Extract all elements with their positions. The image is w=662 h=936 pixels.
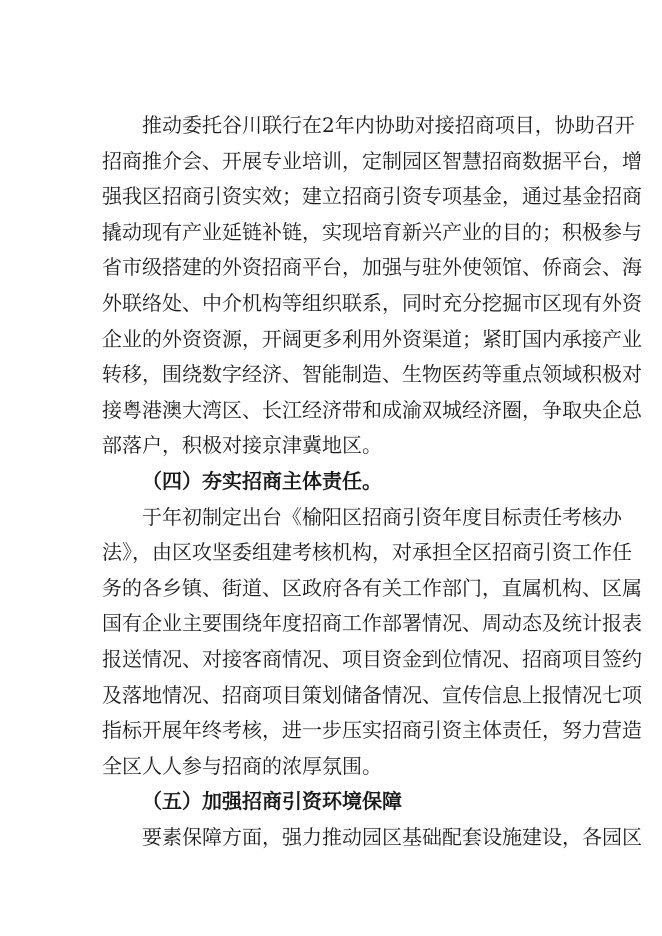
text-line: 接粤港澳大湾区、长江经济带和成渝双城经济圈，争取央企总 — [102, 397, 642, 422]
document-body — [102, 108, 642, 855]
section-heading-5: （五）加强招商引资环境保障 — [142, 789, 402, 814]
text-line: 转移，围绕数字经济、智能制造、生物医药等重点领域积极对 — [102, 362, 642, 387]
text-line: 强我区招商引资实效；建立招商引资专项基金，通过基金招商 — [102, 184, 642, 209]
text-line: 法》，由区攻坚委组建考核机构，对承担全区招商引资工作任 — [102, 540, 632, 565]
text-line: 报送情况、对接客商情况、项目资金到位情况、招商项目签约 — [102, 646, 642, 671]
paragraph-investment-promotion — [102, 108, 642, 464]
text-line: 全区人人参与招商的浓厚氛围。 — [102, 753, 382, 778]
text-line: 部落户，积极对接京津冀地区。 — [102, 433, 382, 458]
text-line: 省市级搭建的外资招商平台，加强与驻外使领馆、侨商会、海 — [102, 255, 642, 280]
text-line: 于年初制定出台《榆阳区招商引资年度目标责任考核办 — [142, 504, 622, 529]
text-line: 要素保障方面，强力推动园区基础配套设施建设，各园区 — [142, 824, 642, 849]
text-line: 国有企业主要围绕年度招商工作部署情况、周动态及统计报表 — [102, 611, 642, 636]
paragraph-factor-guarantee — [102, 820, 642, 856]
text-line: 务的各乡镇、街道、区政府各有关工作部门，直属机构、区属 — [102, 575, 642, 600]
text-line: 及落地情况、招商项目策划储备情况、宣传信息上报情况七项 — [102, 682, 642, 707]
text-line: 指标开展年终考核，进一步压实招商引资主体责任，努力营造 — [102, 718, 642, 743]
text-line: 外联络处、中介机构等组织联系，同时充分挖掘市区现有外资 — [102, 290, 642, 315]
text-line: 企业的外资资源，开阔更多利用外资渠道；紧盯国内承接产业 — [102, 326, 642, 351]
text-line: 推动委托谷川联行在2年内协助对接招商项目，协助召开 — [142, 113, 635, 137]
section-heading-4: （四）夯实招商主体责任。 — [142, 468, 382, 493]
text-line: 撬动现有产业延链补链，实现培育新兴产业的目的；积极参与 — [102, 219, 642, 244]
text-line: 招商推介会、开展专业培训，定制园区智慧招商数据平台，增 — [102, 148, 642, 173]
paragraph-responsibility — [102, 500, 642, 785]
